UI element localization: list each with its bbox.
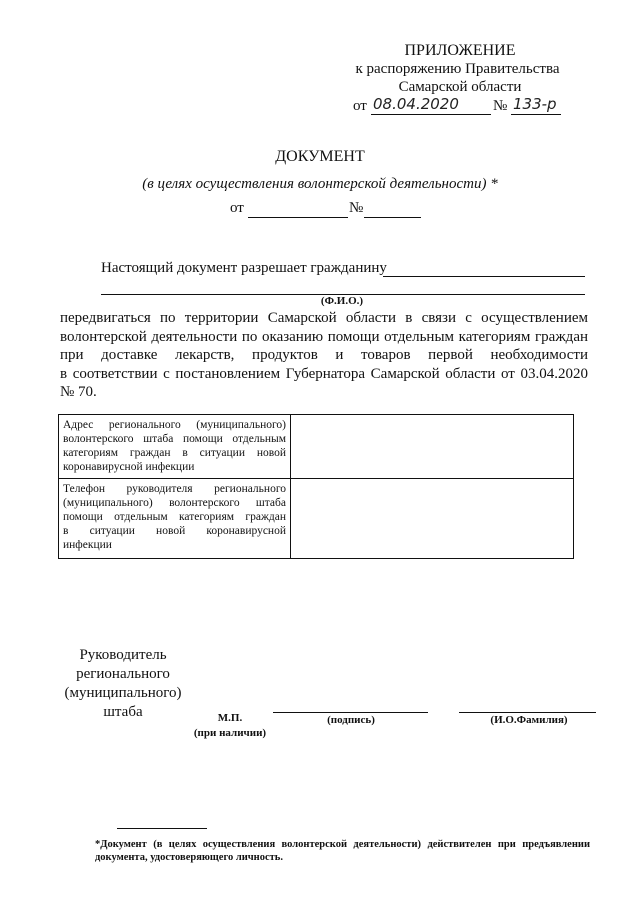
signature-line: [273, 712, 428, 713]
number-line: [511, 114, 561, 115]
name-caption: (И.О.Фамилия): [490, 714, 568, 726]
date-line: [371, 114, 491, 115]
stamp-label: М.П.: [217, 712, 243, 724]
appendix-title: ПРИЛОЖЕНИЕ: [404, 42, 516, 59]
date-handwritten: 08.04.2020: [373, 95, 459, 113]
footnote-line-1: *Документ (в целях осуществления волонтерской деятельности) действителен при предъявлении: [95, 839, 590, 850]
doc-date-line: [248, 217, 348, 218]
signer-role-line-1: Руководитель: [79, 647, 167, 663]
phone-label-line-4: в ситуации новой коронавирусной: [63, 525, 286, 537]
appendix-line2: к распоряжению Правительства: [355, 61, 560, 77]
footnote-separator: [117, 828, 207, 829]
body-line-2: волонтерской деятельности по оказанию помощи отдельным категориям граждан: [60, 328, 588, 345]
document-subtitle: (в целях осуществления волонтерской деятельности) *: [142, 176, 498, 192]
signer-role-line-3: (муниципального): [64, 685, 182, 701]
stamp-note: (при наличии): [193, 727, 267, 739]
phone-label-cell: [59, 479, 291, 559]
phone-label-line-1: Телефон руководителя регионального: [63, 483, 286, 495]
name-line: [459, 712, 596, 713]
footnote: [95, 838, 590, 864]
phone-label-line-3: помощи отдельным категориям граждан: [63, 511, 286, 523]
number-handwritten: 133-р: [513, 95, 557, 113]
body-paragraph: [60, 309, 588, 402]
signer-role-line-2: регионального: [76, 666, 170, 682]
appendix-line3: Самарской области: [398, 79, 522, 95]
info-table: [58, 414, 574, 559]
address-value-cell[interactable]: [291, 415, 574, 479]
date-prefix: от: [353, 98, 367, 114]
signer-role: [58, 646, 188, 722]
body-line-3: при доставке лекарств, продуктов и товаров первой необходимости: [60, 347, 588, 363]
address-label-line-2: волонтерского штаба помощи отдельным: [63, 433, 286, 445]
phone-label-line-2: (муниципального) волонтерского штаба: [63, 497, 286, 509]
intro-line: [383, 276, 585, 277]
address-label-line-3: категориям граждан в ситуации новой: [63, 447, 286, 459]
order-date-row: [353, 95, 568, 117]
intro-text: Настоящий документ разрешает гражданину: [101, 260, 387, 276]
body-line-1: передвигаться по территории Самарской области в связи с осуществлением: [60, 310, 588, 326]
address-label-cell: [59, 415, 291, 479]
doc-number-label: №: [349, 200, 364, 216]
doc-number-line: [364, 217, 421, 218]
fio-caption: (Ф.И.О.): [320, 295, 364, 307]
body-line-4: в соответствии с постановлением Губернатора Самарской области от 03.04.2020: [60, 365, 588, 382]
footnote-line-2: документа, удостоверяющего личность.: [95, 852, 283, 863]
table-row: [59, 415, 574, 479]
number-prefix: №: [493, 98, 508, 114]
table-row: [59, 479, 574, 559]
signature-caption: (подпись): [327, 714, 375, 726]
doc-date-label: от: [230, 200, 244, 216]
address-label-line-1: Адрес регионального (муниципального): [63, 419, 286, 431]
phone-value-cell[interactable]: [291, 479, 574, 559]
body-line-5: № 70.: [60, 384, 97, 400]
signer-role-line-4: штаба: [103, 704, 143, 720]
document-date-row: [230, 200, 430, 222]
phone-label-line-5: инфекции: [63, 539, 112, 551]
document-title: ДОКУМЕНТ: [275, 148, 365, 165]
address-label-line-4: коронавирусной инфекции: [63, 461, 195, 473]
